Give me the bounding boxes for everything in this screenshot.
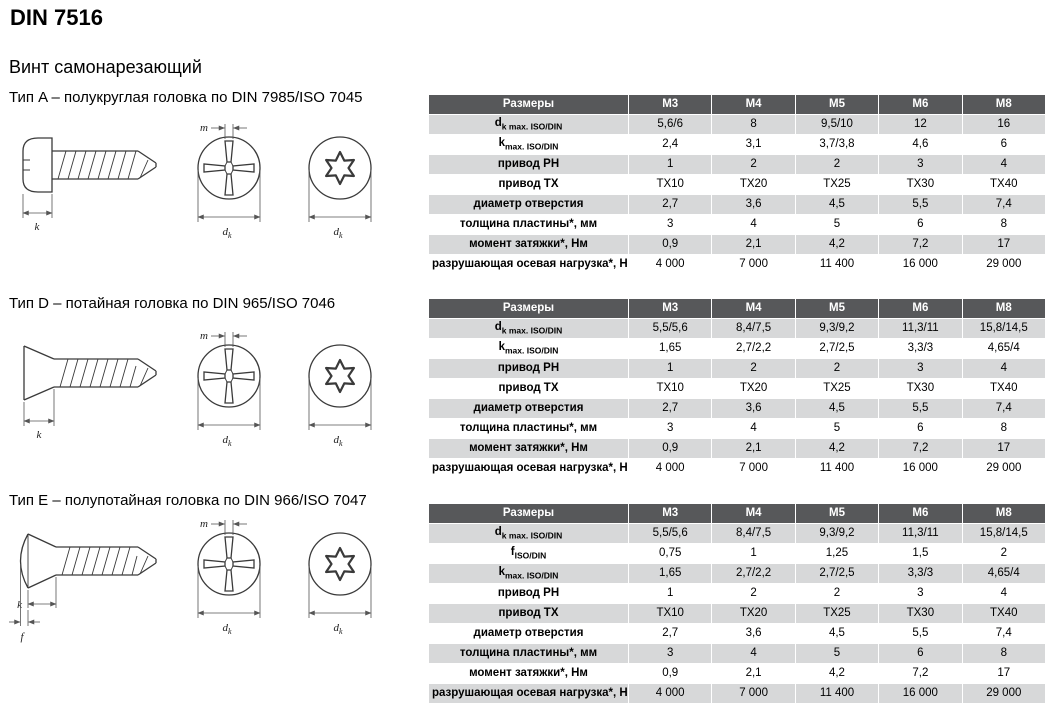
torx-recess-front-view: [293, 514, 388, 636]
cell-value: 1,65: [629, 339, 712, 359]
cell-value: 8: [962, 215, 1045, 235]
dim-label-dk: $d_k$: [333, 622, 343, 636]
cell-value: TX25: [795, 175, 878, 195]
cell-value: 29 000: [962, 255, 1045, 275]
cell-value: 1: [629, 584, 712, 604]
cell-value: 16 000: [879, 459, 962, 479]
cell-value: 2,7: [629, 399, 712, 419]
col-header-size: M3: [629, 504, 712, 524]
row-label: толщина пластины*, мм: [429, 644, 629, 664]
dim-label-f: f: [20, 631, 24, 643]
cell-value: TX25: [795, 379, 878, 399]
table-header-row: [429, 95, 1046, 115]
dim-label-dk: $d_k$: [333, 226, 343, 240]
table-row: [429, 235, 1046, 255]
cell-value: 16 000: [879, 255, 962, 275]
col-header-size: M5: [795, 504, 878, 524]
col-header-dimensions: Размеры: [429, 95, 629, 115]
cell-value: 3,6: [712, 624, 795, 644]
page-title: DIN 7516: [10, 5, 103, 30]
table-row: [429, 684, 1046, 704]
cell-value: 4,2: [795, 235, 878, 255]
cell-value: 5,6/6: [629, 115, 712, 135]
row-label: $k_{max. ISO/DIN}$: [429, 135, 629, 155]
cell-value: TX25: [795, 604, 878, 624]
row-label: $d_{k max. ISO/DIN}$: [429, 319, 629, 339]
row-label: привод PH: [429, 359, 629, 379]
cell-value: 16: [962, 115, 1045, 135]
cell-value: 3,7/3,8: [795, 135, 878, 155]
cell-value: 4,6: [879, 135, 962, 155]
cell-value: 4: [712, 419, 795, 439]
table-row: [429, 135, 1046, 155]
table-row: [429, 379, 1046, 399]
cell-value: 15,8/14,5: [962, 319, 1045, 339]
col-header-size: M6: [879, 95, 962, 115]
table-row: [429, 459, 1046, 479]
row-label: момент затяжки*, Нм: [429, 439, 629, 459]
spec-table-type-a: [428, 94, 1046, 275]
cell-value: 4,65/4: [962, 564, 1045, 584]
cell-value: TX20: [712, 379, 795, 399]
cell-value: 5,5/5,6: [629, 524, 712, 544]
col-header-size: M4: [712, 95, 795, 115]
cell-value: TX40: [962, 379, 1045, 399]
cell-value: 8: [962, 644, 1045, 664]
cell-value: 5: [795, 419, 878, 439]
cell-value: 9,5/10: [795, 115, 878, 135]
cell-value: 7,4: [962, 399, 1045, 419]
row-label: момент затяжки*, Нм: [429, 664, 629, 684]
cell-value: 2: [962, 544, 1045, 564]
table-row: [429, 195, 1046, 215]
cell-value: TX30: [879, 604, 962, 624]
row-label: толщина пластины*, мм: [429, 419, 629, 439]
cell-value: 3: [629, 215, 712, 235]
cell-value: 3,6: [712, 399, 795, 419]
spec-table-type-e: [428, 503, 1046, 704]
cell-value: 4: [712, 215, 795, 235]
row-label: толщина пластины*, мм: [429, 215, 629, 235]
col-header-size: M6: [879, 504, 962, 524]
row-label: момент затяжки*, Нм: [429, 235, 629, 255]
col-header-size: M4: [712, 299, 795, 319]
table-row: [429, 255, 1046, 275]
cell-value: TX30: [879, 175, 962, 195]
cell-value: 4: [712, 644, 795, 664]
cell-value: 2: [795, 155, 878, 175]
cell-value: 4: [962, 584, 1045, 604]
row-label: диаметр отверстия: [429, 399, 629, 419]
cell-value: 1: [629, 155, 712, 175]
cell-value: 9,3/9,2: [795, 319, 878, 339]
cell-value: 2: [712, 584, 795, 604]
phillips-recess-front-view: [182, 118, 277, 240]
cell-value: 1,5: [879, 544, 962, 564]
cell-value: 17: [962, 664, 1045, 684]
table-row: [429, 359, 1046, 379]
cell-value: 3,3/3: [879, 564, 962, 584]
col-header-dimensions: Размеры: [429, 299, 629, 319]
dim-label-m: m: [200, 518, 208, 530]
table-row: [429, 584, 1046, 604]
page-subtitle: Винт самонарезающий: [9, 57, 202, 77]
row-label-subscript: k max. ISO/DIN: [501, 325, 563, 336]
cell-value: 4 000: [629, 459, 712, 479]
table-row: [429, 564, 1046, 584]
cell-value: 17: [962, 235, 1045, 255]
row-label: привод TX: [429, 379, 629, 399]
row-label: привод PH: [429, 584, 629, 604]
table-row: [429, 319, 1046, 339]
cell-value: 1,25: [795, 544, 878, 564]
cell-value: 6: [879, 215, 962, 235]
cell-value: 4 000: [629, 684, 712, 704]
cell-value: 11 400: [795, 255, 878, 275]
col-header-size: M5: [795, 299, 878, 319]
cell-value: 2: [712, 155, 795, 175]
torx-recess-front-view: [293, 326, 388, 448]
cell-value: TX10: [629, 604, 712, 624]
cell-value: 3: [879, 155, 962, 175]
cell-value: 11,3/11: [879, 524, 962, 544]
cell-value: TX20: [712, 604, 795, 624]
row-label: привод PH: [429, 155, 629, 175]
cell-value: 4,5: [795, 624, 878, 644]
cell-value: 3: [879, 359, 962, 379]
table-row: [429, 175, 1046, 195]
cell-value: 7,4: [962, 624, 1045, 644]
cell-value: 4,65/4: [962, 339, 1045, 359]
screw-side-view-raised-countersunk-head: [6, 514, 166, 644]
cell-value: 7,2: [879, 439, 962, 459]
cell-value: 12: [879, 115, 962, 135]
cell-value: 5: [795, 215, 878, 235]
row-label: разрушающая осевая нагрузка*, Н: [429, 459, 629, 479]
dim-label-k: k: [34, 221, 40, 233]
cell-value: 3: [629, 419, 712, 439]
cell-value: 1: [629, 359, 712, 379]
section-title-type-d: Тип D – потайная головка по DIN 965/ISO 7046: [9, 295, 336, 312]
row-label-subscript: max. ISO/DIN: [505, 141, 559, 152]
table-header-row: [429, 299, 1046, 319]
cell-value: 2,7/2,2: [712, 339, 795, 359]
table-row: [429, 419, 1046, 439]
table-row: [429, 115, 1046, 135]
table-row: [429, 399, 1046, 419]
cell-value: 5,5: [879, 195, 962, 215]
table-row: [429, 624, 1046, 644]
cell-value: 3,1: [712, 135, 795, 155]
cell-value: 2,1: [712, 664, 795, 684]
torx-recess-front-view: [293, 118, 388, 240]
screw-side-view-pan-head: [6, 118, 166, 248]
row-label: диаметр отверстия: [429, 195, 629, 215]
cell-value: 5: [795, 644, 878, 664]
cell-value: 3,3/3: [879, 339, 962, 359]
cell-value: 3: [629, 644, 712, 664]
cell-value: 4: [962, 155, 1045, 175]
table-row: [429, 339, 1046, 359]
drawings-type-d: [6, 326, 388, 456]
cell-value: 2: [712, 359, 795, 379]
cell-value: 7,2: [879, 235, 962, 255]
cell-value: 7,2: [879, 664, 962, 684]
col-header-size: M3: [629, 95, 712, 115]
cell-value: 4,5: [795, 195, 878, 215]
phillips-recess-front-view: [182, 514, 277, 636]
cell-value: 4,2: [795, 664, 878, 684]
cell-value: 2,1: [712, 439, 795, 459]
table-row: [429, 215, 1046, 235]
dim-label-m: m: [200, 122, 208, 134]
cell-value: 3: [879, 584, 962, 604]
row-label: разрушающая осевая нагрузка*, Н: [429, 255, 629, 275]
col-header-size: M4: [712, 504, 795, 524]
cell-value: 8: [962, 419, 1045, 439]
cell-value: 7,4: [962, 195, 1045, 215]
table-header-row: [429, 504, 1046, 524]
cell-value: 11,3/11: [879, 319, 962, 339]
cell-value: TX30: [879, 379, 962, 399]
col-header-size: M3: [629, 299, 712, 319]
cell-value: 2,7/2,2: [712, 564, 795, 584]
cell-value: 6: [879, 419, 962, 439]
col-header-size: M6: [879, 299, 962, 319]
cell-value: 29 000: [962, 684, 1045, 704]
table-row: [429, 524, 1046, 544]
cell-value: 0,9: [629, 664, 712, 684]
table-row: [429, 544, 1046, 564]
cell-value: TX20: [712, 175, 795, 195]
row-label-subscript: max. ISO/DIN: [505, 570, 559, 581]
cell-value: 8,4/7,5: [712, 524, 795, 544]
cell-value: 15,8/14,5: [962, 524, 1045, 544]
row-label-subscript: k max. ISO/DIN: [501, 530, 563, 541]
col-header-size: M8: [962, 299, 1045, 319]
cell-value: 2: [795, 359, 878, 379]
table-row: [429, 439, 1046, 459]
cell-value: 9,3/9,2: [795, 524, 878, 544]
table-row: [429, 604, 1046, 624]
cell-value: 0,9: [629, 439, 712, 459]
col-header-dimensions: Размеры: [429, 504, 629, 524]
row-label: $d_{k max. ISO/DIN}$: [429, 524, 629, 544]
dim-label-k: k: [36, 429, 42, 441]
cell-value: 29 000: [962, 459, 1045, 479]
cell-value: 8,4/7,5: [712, 319, 795, 339]
row-label: $f_{ISO/DIN}$: [429, 544, 629, 564]
col-header-size: M5: [795, 95, 878, 115]
cell-value: 7 000: [712, 684, 795, 704]
cell-value: 2,1: [712, 235, 795, 255]
cell-value: TX40: [962, 175, 1045, 195]
col-header-size: M8: [962, 95, 1045, 115]
cell-value: 2,4: [629, 135, 712, 155]
cell-value: 11 400: [795, 459, 878, 479]
row-label-subscript: max. ISO/DIN: [505, 345, 559, 356]
screw-side-view-countersunk-head: [6, 326, 166, 456]
spec-table-type-d: [428, 298, 1046, 479]
dim-label-k: k: [17, 599, 22, 611]
cell-value: 2: [795, 584, 878, 604]
row-label: разрушающая осевая нагрузка*, Н: [429, 684, 629, 704]
dim-label-dk: $d_k$: [222, 434, 232, 448]
row-label: $k_{max. ISO/DIN}$: [429, 564, 629, 584]
cell-value: TX10: [629, 175, 712, 195]
cell-value: 6: [962, 135, 1045, 155]
cell-value: 2,7: [629, 195, 712, 215]
cell-value: 1: [712, 544, 795, 564]
table-row: [429, 664, 1046, 684]
drawings-type-a: [6, 118, 388, 248]
cell-value: 2,7/2,5: [795, 339, 878, 359]
cell-value: 7 000: [712, 459, 795, 479]
cell-value: 2,7/2,5: [795, 564, 878, 584]
row-label: $d_{k max. ISO/DIN}$: [429, 115, 629, 135]
cell-value: TX40: [962, 604, 1045, 624]
section-title-type-a: Тип A – полукруглая головка по DIN 7985/ISO 7045: [9, 89, 363, 106]
cell-value: 0,9: [629, 235, 712, 255]
cell-value: 16 000: [879, 684, 962, 704]
cell-value: 5,5: [879, 399, 962, 419]
cell-value: 6: [879, 644, 962, 664]
row-label-subscript: k max. ISO/DIN: [501, 121, 563, 132]
cell-value: 7 000: [712, 255, 795, 275]
dim-label-dk: $d_k$: [333, 434, 343, 448]
cell-value: 2,7: [629, 624, 712, 644]
phillips-recess-front-view: [182, 326, 277, 448]
dim-label-dk: $d_k$: [222, 226, 232, 240]
dim-label-m: m: [200, 330, 208, 342]
cell-value: 4,2: [795, 439, 878, 459]
cell-value: 5,5/5,6: [629, 319, 712, 339]
cell-value: 4: [962, 359, 1045, 379]
row-label: привод TX: [429, 175, 629, 195]
cell-value: TX10: [629, 379, 712, 399]
table-row: [429, 644, 1046, 664]
section-title-type-e: Тип E – полупотайная головка по DIN 966/ISO 7047: [9, 492, 367, 509]
cell-value: 17: [962, 439, 1045, 459]
cell-value: 5,5: [879, 624, 962, 644]
row-label: привод TX: [429, 604, 629, 624]
row-label: $k_{max. ISO/DIN}$: [429, 339, 629, 359]
cell-value: 0,75: [629, 544, 712, 564]
table-row: [429, 155, 1046, 175]
cell-value: 11 400: [795, 684, 878, 704]
cell-value: 1,65: [629, 564, 712, 584]
row-label: диаметр отверстия: [429, 624, 629, 644]
row-label-subscript: ISO/DIN: [514, 550, 547, 561]
col-header-size: M8: [962, 504, 1045, 524]
cell-value: 8: [712, 115, 795, 135]
drawings-type-e: [6, 514, 388, 644]
cell-value: 4,5: [795, 399, 878, 419]
dim-label-dk: $d_k$: [222, 622, 232, 636]
cell-value: 4 000: [629, 255, 712, 275]
cell-value: 3,6: [712, 195, 795, 215]
